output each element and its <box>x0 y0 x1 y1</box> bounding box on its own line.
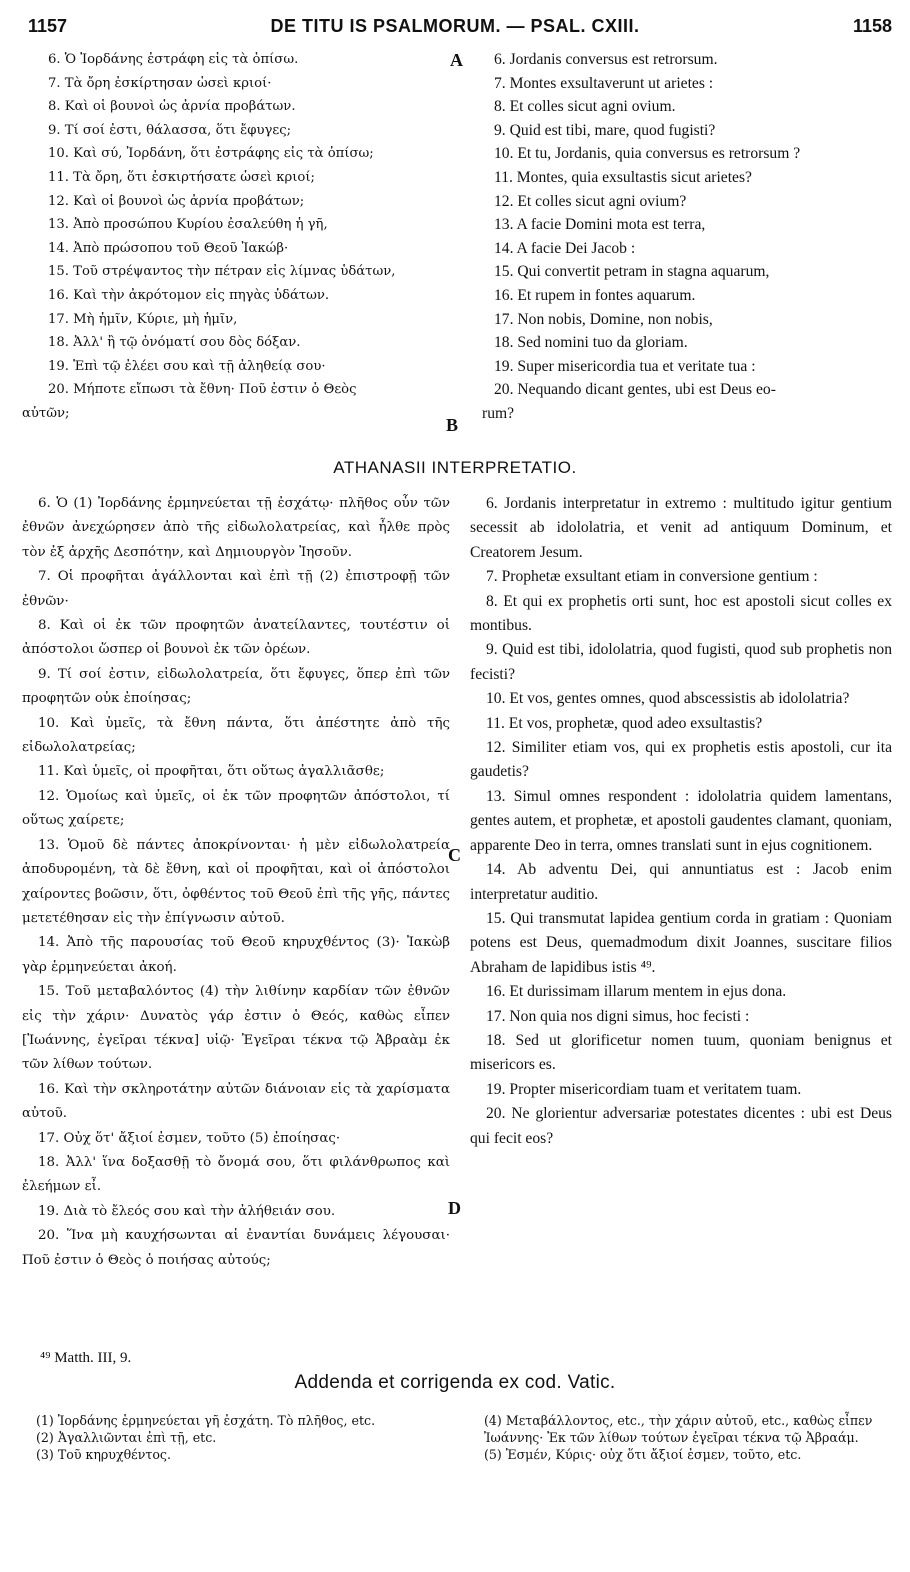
psalm-greek-line: 11. Τὰ ὄρη, ὅτι ἐσκιρτήσατε ὡσεὶ κριοί; <box>48 169 315 185</box>
footnote: ⁴⁹ Matth. III, 9. <box>40 1350 132 1366</box>
psalm-latin-column <box>470 48 892 426</box>
interpretation-latin-paragraph: 10. Et vos, gentes omnes, quod abscessistis ab idololatria? <box>486 690 850 708</box>
psalm-greek-line: 15. Τοῦ στρέψαντος τὴν πέτραν εἰς λίμνας ὑδάτων, <box>48 264 396 280</box>
psalm-latin-line: 20. Nequando dicant gentes, ubi est Deus eo- <box>494 381 776 399</box>
interpretation-greek-paragraph: 12. Ὁμοίως καὶ ὑμεῖς, οἱ ἐκ τῶν προφητῶν ἀπόστολοι, τί οὕτως χαίρετε; <box>22 788 450 829</box>
psalm-greek-line: 14. Ἀπὸ πρώσοπου τοῦ Θεοῦ Ἰακώβ· <box>48 240 289 256</box>
psalm-latin-line: 15. Qui convertit petram in stagna aquarum, <box>494 263 770 281</box>
addenda-note: (2) Ἀγαλλιῶνται ἐπὶ τῇ, etc. <box>36 1430 217 1445</box>
interpretation-greek-paragraph: 13. Ὁμοῦ δὲ πάντες ἀποκρίνονται· ἡ μὲν εἰδωλολατρεία ἀποδυρομένη, τὰ δὲ ἔθνη, καὶ οἱ προφῆται, καὶ οἱ ἀπόστολοι χαίροντες βοῶσιν, ὅτι, ὀφθέντος τοῦ Θεοῦ ἐπὶ τῆς γῆς, πάντες μετετέθησαν εἰς τὴν ἐπίγνωσιν αὐτοῦ. <box>22 837 450 926</box>
margin-mark-d: D <box>448 1198 461 1218</box>
interpretation-greek-paragraph: 19. Διὰ τὸ ἔλεός σου καὶ τὴν ἀλήθειάν σου. <box>38 1203 336 1219</box>
addenda-title: Addenda et corrigenda ex cod. Vatic. <box>294 1372 616 1393</box>
psalm-greek-line: 6. Ὁ Ἰορδάνης ἐστράφη εἰς τὰ ὀπίσω. <box>48 52 299 67</box>
page-header <box>0 14 910 44</box>
psalm-latin-line: 19. Super misericordia tua et veritate tua : <box>494 357 756 375</box>
psalm-latin-line: 6. Jordanis conversus est retrorsum. <box>494 51 718 68</box>
psalm-greek-line: 16. Καὶ τὴν ἀκρότομον εἰς πηγὰς ὑδάτων. <box>48 287 330 303</box>
psalm-greek-line: αὐτῶν; <box>22 405 70 421</box>
interpretation-latin-paragraph: 11. Et vos, prophetæ, quod adeo exsultastis? <box>486 714 763 732</box>
interpretation-greek-column <box>22 492 450 1273</box>
psalm-latin-line: 12. Et colles sicut agni ovium? <box>494 192 687 210</box>
addenda-section <box>0 1412 910 1562</box>
psalm-greek-line: 17. Μὴ ἡμῖν, Κύριε, μὴ ἡμῖν, <box>48 311 238 327</box>
interpretation-latin-paragraph: 17. Non quia nos digni simus, hoc fecisti : <box>486 1007 750 1025</box>
psalm-latin-line: 9. Quid est tibi, mare, quod fugisti? <box>494 121 716 139</box>
section-title: ATHANASII INTERPRETATIO. <box>333 458 577 477</box>
psalm-greek-line: 9. Τί σοί ἐστι, θάλασσα, ὅτι ἔφυγες; <box>48 122 292 138</box>
interpretation-greek-paragraph: 14. Ἀπὸ τῆς παρουσίας τοῦ Θεοῦ κηρυχθέντος (3)· Ἰακὼβ γὰρ ἑρμηνεύεται ἀκοή. <box>22 935 450 975</box>
psalm-latin-line: 17. Non nobis, Domine, non nobis, <box>494 310 713 328</box>
psalm-latin-line: 10. Et tu, Jordanis, quia conversus es retrorsum ? <box>494 145 801 163</box>
interpretation-greek-paragraph: 17. Οὐχ ὅτ' ἄξιοί ἐσμεν, τοῦτο (5) ἐποίησας· <box>38 1130 341 1146</box>
psalm-latin-line: 13. A facie Domini mota est terra, <box>494 216 706 234</box>
page-number-right: 1158 <box>852 16 892 36</box>
interpretation-greek-paragraph: 16. Καὶ τὴν σκληροτάτην αὐτῶν διάνοιαν εἰς τὰ χαρίσματα αὐτοῦ. <box>22 1081 450 1122</box>
interpretation-latin-column <box>470 492 892 1151</box>
interpretation-greek-paragraph: 11. Καὶ ὑμεῖς, οἱ προφῆται, ὅτι οὕτως ἀγαλλιᾶσθε; <box>38 764 385 780</box>
interpretation-greek-paragraph: 8. Καὶ οἱ ἐκ τῶν προφητῶν ἀνατείλαντες, τουτέστιν οἱ ἀπόστολοι ὥσπερ οἱ βουνοὶ ἐκ τῶν ὀρέων. <box>22 618 450 658</box>
addenda-right-column <box>484 1412 894 1463</box>
psalm-latin-line: rum? <box>482 404 515 422</box>
running-title: DE TITU IS PSALMORUM. — PSAL. CXIII. <box>270 16 640 36</box>
addenda-note: (1) Ἰορδάνης ἑρμηνεύεται γῆ ἐσχάτη. Τὸ πλῆθος, etc. <box>36 1413 376 1428</box>
interpretation-latin-paragraph: 15. Qui transmutat lapidea gentium corda in gratiam : Quoniam potens est Deus, quemadmodum dixit Joannes, suscitare filios Abraham de lapidibus istis ⁴⁹. <box>470 909 892 976</box>
interpretation-latin-paragraph: 7. Prophetæ exsultant etiam in conversione gentium : <box>486 568 818 586</box>
interpretation-latin-paragraph: 12. Similiter etiam vos, qui ex prophetis estis apostoli, cur ita gaudetis? <box>470 739 892 781</box>
interpretation-latin-paragraph: 14. Ab adventu Dei, qui annuntiatus est : Jacob enim interpretatur auditio. <box>470 861 892 903</box>
interpretation-latin-paragraph: 16. Et durissimam illarum mentem in ejus dona. <box>486 983 787 1001</box>
psalm-latin-line: 8. Et colles sicut agni ovium. <box>494 98 676 116</box>
addenda-note: (3) Τοῦ κηρυχθέντος. <box>36 1447 171 1462</box>
psalm-section <box>0 48 910 438</box>
psalm-greek-line: 13. Ἀπὸ προσώπου Κυρίου ἐσαλεύθη ἡ γῆ, <box>48 217 328 233</box>
addenda-left-column <box>36 1412 446 1463</box>
interpretation-latin-paragraph: 20. Ne glorientur adversariæ potestates dicentes : ubi est Deus qui fecit eos? <box>470 1105 892 1147</box>
margin-mark-a: A <box>450 50 463 70</box>
interpretation-greek-paragraph: 9. Τί σοί ἐστιν, εἰδωλολατρεία, ὅτι ἔφυγες, ὅπερ ἐπὶ τῶν προφητῶν οὐκ ἐποίησας; <box>22 666 450 707</box>
psalm-greek-line: 20. Μήποτε εἴπωσι τὰ ἔθνη· Ποῦ ἐστιν ὁ Θεὸς <box>48 382 357 398</box>
addenda-note: (5) Ἐσμέν, Κύρις· οὐχ ὅτι ἄξιοί ἐσμεν, τοῦτο, etc. <box>484 1447 802 1462</box>
interpretation-greek-paragraph: 20. Ἵνα μὴ καυχήσωνται αἱ ἐναντίαι δυνάμεις λέγουσαι· Ποῦ ἐστιν ὁ Θεὸς ὁ ποιήσας αὐτούς; <box>22 1228 450 1268</box>
psalm-greek-column <box>22 48 450 426</box>
psalm-greek-line: 19. Ἐπὶ τῷ ἐλέει σου καὶ τῇ ἀληθείᾳ σου· <box>48 358 326 374</box>
addenda-note: (4) Μεταβάλλοντος, etc., τὴν χάριν αὐτοῦ, etc., καθὼς εἶπεν Ἰωάννης· Ἐκ τῶν λίθων τούτων ἐγεῖραι τέκνα τῷ Ἀβραάμ. <box>484 1413 873 1445</box>
margin-mark-c: C <box>448 845 461 865</box>
psalm-latin-line: 11. Montes, quia exsultastis sicut arietes? <box>494 168 752 186</box>
psalm-latin-line: 14. A facie Dei Jacob : <box>494 239 636 257</box>
interpretation-latin-paragraph: 8. Et qui ex prophetis orti sunt, hoc est apostoli sicut colles ex montibus. <box>470 592 892 635</box>
interpretation-greek-paragraph: 15. Τοῦ μεταβαλόντος (4) τὴν λιθίνην καρδίαν τῶν ἐθνῶν εἰς τὴν χάριν· Δυνατὸς γάρ ἐστιν ὁ Θεός, καθὼς εἶπεν [Ἰωάννης, ἐγεῖραι τέκνα] υἱῷ· Ἐγεῖραι τέκνα τῷ Ἀβραὰμ ἐκ τῶν λίθων τούτων. <box>22 984 450 1073</box>
psalm-greek-line: 12. Καὶ οἱ βουνοὶ ὡς ἀρνία προβάτων; <box>48 193 305 209</box>
interpretation-latin-paragraph: 18. Sed ut glorificetur nomen tuum, quoniam benignus et misericors es. <box>470 1031 892 1074</box>
psalm-greek-line: 10. Καὶ σύ, Ἰορδάνη, ὅτι ἐστράφης εἰς τὰ ὀπίσω; <box>48 146 374 162</box>
page-number-left: 1157 <box>28 16 68 36</box>
interpretation-greek-paragraph: 18. Ἀλλ' ἵνα δοξασθῇ τὸ ὄνομά σου, ὅτι φιλάνθρωπος καὶ ἐλεήμων εἶ. <box>22 1154 450 1195</box>
psalm-latin-line: 18. Sed nomini tuo da gloriam. <box>494 334 688 352</box>
interpretation-greek-paragraph: 7. Οἱ προφῆται ἀγάλλονται καὶ ἐπὶ τῇ (2) ἐπιστροφῇ τῶν ἐθνῶν· <box>22 569 450 609</box>
interpretation-latin-paragraph: 9. Quid est tibi, idololatria, quod fugisti, quod sub prophetis non fecisti? <box>470 641 892 683</box>
interpretation-latin-paragraph: 13. Simul omnes respondent : idololatria quidem lamentans, gentes autem, et prophetæ, et apostoli gaudentes clamant, quoniam, apparente Deo in terra, omnes translati sunt in ejus cognitionem. <box>470 787 892 854</box>
interpretation-latin-paragraph: 6. Jordanis interpretatur in extremo : multitudo igitur gentium secessit ab idololatria, et venit ad antiquum Dominum, et Creatorem Jesum. <box>470 495 892 561</box>
psalm-latin-line: 16. Et rupem in fontes aquarum. <box>494 286 696 304</box>
interpretation-greek-paragraph: 6. Ὁ (1) Ἰορδάνης ἑρμηνεύεται τῇ ἐσχάτῳ· πλῆθος οὖν τῶν ἐθνῶν ἀνεχώρησεν ἀπὸ τῆς εἰδωλολατρείας, καὶ ἦλθε πρὸς τὸν ἐξ ἀρχῆς Δεσπότην, καὶ Δημιουργὸν Ἰησοῦν. <box>22 496 450 560</box>
interpretation-latin-paragraph: 19. Propter misericordiam tuam et veritatem tuam. <box>486 1080 802 1098</box>
psalm-latin-line: 7. Montes exsultaverunt ut arietes : <box>494 74 714 92</box>
psalm-greek-line: 18. Ἀλλ' ἢ τῷ ὀνόματί σου δὸς δόξαν. <box>48 335 301 351</box>
psalm-greek-line: 7. Τὰ ὄρη ἐσκίρτησαν ὡσεὶ κριοί· <box>48 75 272 91</box>
margin-mark-b: B <box>446 415 459 435</box>
psalm-greek-line: 8. Καὶ οἱ βουνοὶ ὡς ἀρνία προβάτων. <box>48 99 296 115</box>
interpretation-greek-paragraph: 10. Καὶ ὑμεῖς, τὰ ἔθνη πάντα, ὅτι ἀπέστητε ἀπὸ τῆς εἰδωλολατρείας; <box>22 715 450 756</box>
